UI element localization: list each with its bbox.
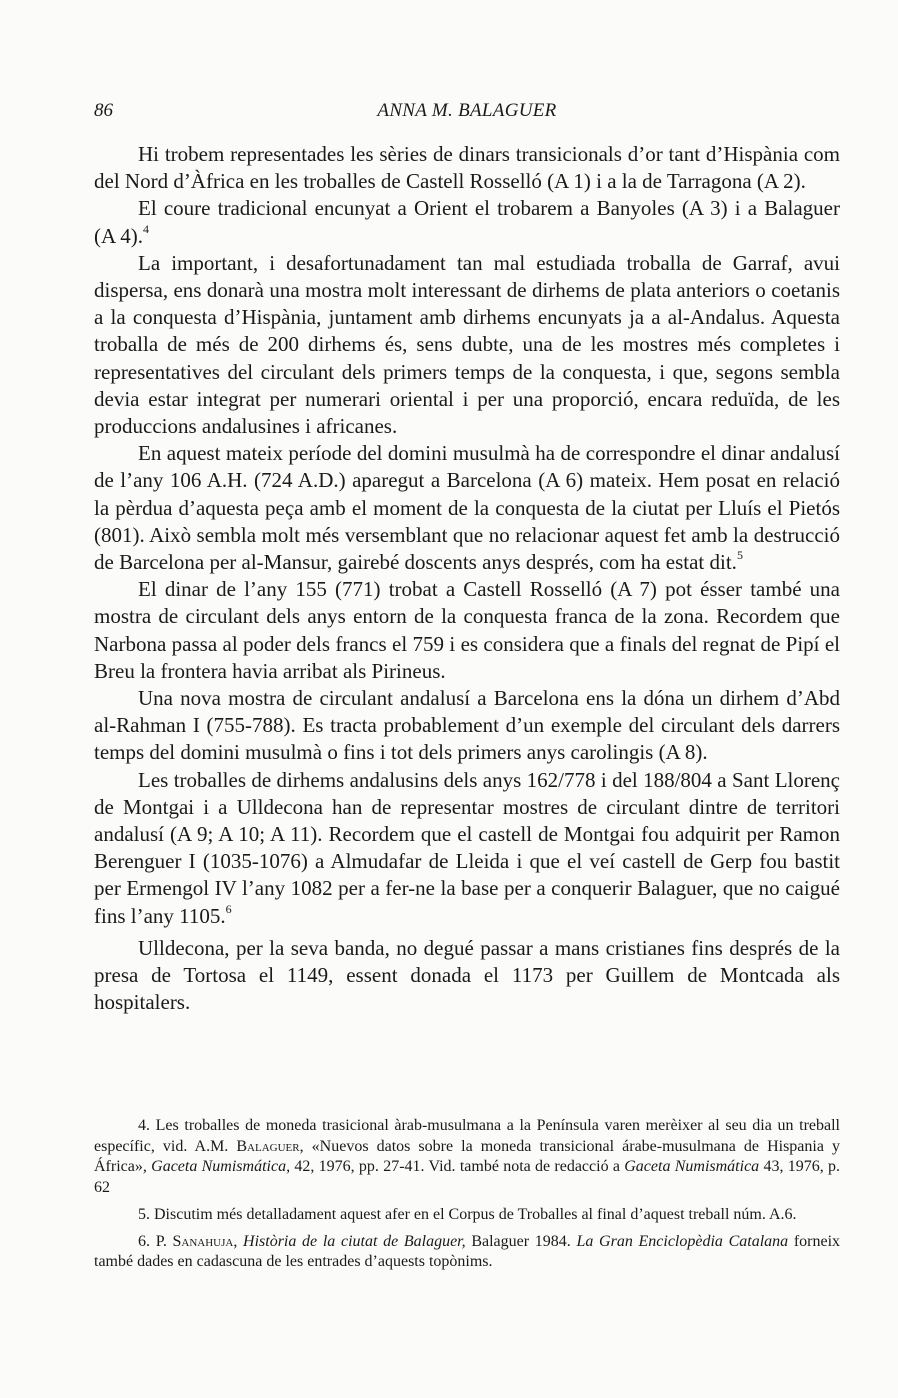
body-text [94,141,840,1017]
paragraph: Una nova mostra de circulant andalusí a Barcelona ens la dóna un dirhem d’Abd al-Rahman I (755-788). Es tracta probablement d’un exemple del circulant dels darrers temps del domini musulmà o fins i tot dels primers anys carolingis (A 8). [94,686,840,765]
paragraph: En aquest mateix període del domini musulmà ha de correspondre el dinar andalusí de l’any 106 A.H. (724 A.D.) aparegut a Barcelona (A 6) mateix. Hem posat en relació la pèrdua d’aquesta peça amb el moment de la conquesta de la ciutat per Lluís el Pietós (801). Això sembla molt més versemblant que no relacionar aquest fet amb la destrucció de Barcelona per al-Mansur, gairebé doscents anys després, com ha estat dit.$^5$ [94,441,840,575]
footnote-ref[interactable]: 6 [225,901,232,916]
footnote-6: 6. P. Sanahuja, Història de la ciutat de Balaguer, Balaguer 1984. La Gran Enciclopèdia Catalana forneix també dades en cadascuna de les entrades d’aquests topònims. [94,1232,841,1271]
footnote-ref[interactable]: 5 [736,548,743,563]
document-page [94,0,840,1398]
paragraph: Ulldecona, per la seva banda, no degué passar a mans cristianes fins després de la presa de Tortosa el 1149, essent donada el 1173 per Guillem de Montcada als hospitalers. [94,935,840,1015]
footnote-5: 5. Discutim més detalladament aquest afer en el Corpus de Troballes al final d’aquest treball núm. A.6. [138,1205,797,1223]
footnote-ref[interactable]: 4 [143,221,149,236]
paragraph: La important, i desafortunadament tan mal estudiada troballa de Garraf, avui dispersa, ens donarà una mostra molt interessant de dirhems de plata anteriors o coetanis a la conquesta d’Hispània, juntament amb dirhems encunyats ja a al-Andalus. Aquesta troballa de més de 200 dirhems és, sens dubte, una de les mostres més completes i representatives del circulant dels primers temps de la conquesta, i que, segons sembla devia estar integrat per numerari oriental i per una proporció, encara reduïda, de les produccions andalusines i africanes. [94,250,840,439]
page-number: 86 [94,100,113,121]
paragraph: El coure tradicional encunyat a Orient el trobarem a Banyoles (A 3) i a Balaguer (A 4).$^4$ [94,196,840,248]
running-title: ANNA M. BALAGUER [377,100,557,121]
paragraph: Hi trobem representades les sèries de dinars transicionals d’or tant d’Hispània com del Nord d’Àfrica en les troballes de Castell Rosselló (A 1) i a la de Tarragona (A 2). [94,142,840,194]
paragraph: El dinar de l’any 155 (771) trobat a Castell Rosselló (A 7) pot ésser també una mostra de circulant dels anys entorn de la conquesta franca de la zona. Recordem que Narbona passa al poder dels francs el 759 i es considera que a finals del regnat de Pipí el Breu la frontera havia arribat als Pirineus. [94,577,840,683]
footnotes [94,1116,840,1279]
page-header [94,100,840,126]
footnote-4: 4. Les troballes de moneda trasicional àrab-musulmana a la Península varen merèixer al seu dia un treball específic, vid. A.M. Balaguer, «Nuevos datos sobre la moneda transicional árabe-musulmana de Hispania y África», Gaceta Numismática, 42, 1976, pp. 27-41. Vid. també nota de redacció a Gaceta Numismática 43, 1976, p. 62 [94,1117,841,1197]
paragraph: Les troballes de dirhems andalusins dels anys 162/778 i del 188/804 a Sant Llorenç de Montgai i a Ulldecona han de representar mostres de circulant dintre de territori andalusí (A 9; A 10; A 11). Recordem que el castell de Montgai fou adquirit per Ramon Berenguer I (1035-1076) a Almudafar de Lleida i que el veí castell de Gerp fou bastit per Ermengol IV l’any 1082 per a fer-ne la base per a conquerir Balaguer, que no caigué fins l’any 1105.$^6$ [94,767,840,928]
